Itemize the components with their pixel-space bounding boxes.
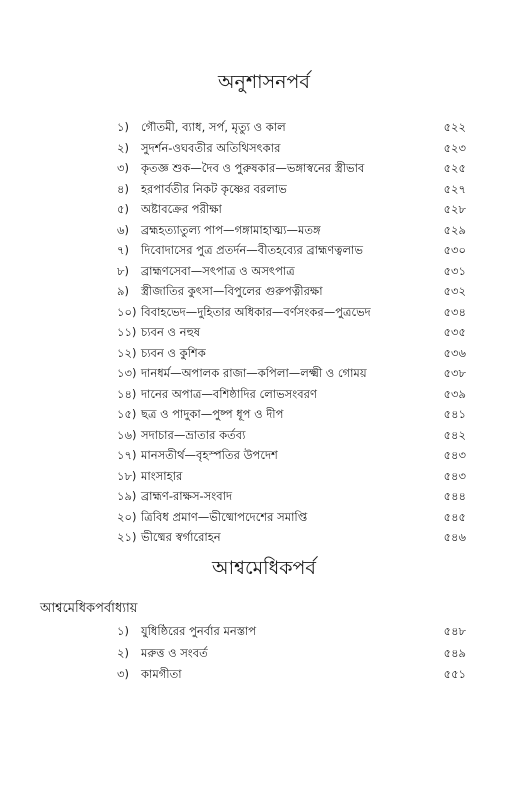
- entry-title: কৃতজ্ঞ শুক—দৈব ও পুরুষকার—ভঙ্গাস্বনের স্ত্রীভাব: [141, 161, 365, 175]
- toc-entry: [0, 138, 528, 159]
- entry-title: কামগীতা: [141, 667, 182, 681]
- entry-number: ৬): [117, 222, 129, 237]
- entry-title: মানসতীর্থ—বৃহস্পতির উপদেশ: [141, 448, 278, 462]
- entry-page: ৫৩৬: [443, 345, 466, 360]
- entry-title: ব্রাহ্মণ-রাক্ষস-সংবাদ: [141, 489, 233, 503]
- entry-page: ৫৫১: [443, 667, 466, 681]
- toc-entry: [0, 240, 528, 261]
- entry-title: দানের অপাত্র—বশিষ্ঠাদির লোভসংবরণ: [141, 386, 317, 401]
- entry-title: গৌতমী, ব্যাধ, সর্প, মৃত্যু ও কাল: [141, 120, 286, 134]
- toc-entry: [0, 179, 528, 200]
- entry-title: স্ত্রীজাতির কুৎসা—বিপুলের গুরুপত্নীরক্ষা: [141, 284, 323, 298]
- entry-title: ছত্র ও পাদুকা—পুষ্প ধূপ ও দীপ: [141, 407, 284, 421]
- section-title-anushasan: অনুশাসনপর্ব: [218, 71, 310, 93]
- entry-title: সদাচার—ভ্রাতার কর্তব্য: [141, 427, 246, 442]
- entry-number: ১০): [117, 304, 137, 319]
- toc-entry: [0, 425, 528, 446]
- entry-number: ৪): [117, 181, 129, 196]
- entry-number: ১৬): [117, 427, 137, 442]
- entry-page: ৫২৭: [443, 181, 466, 196]
- entry-number: ২১): [117, 530, 137, 544]
- toc-entry: [0, 643, 528, 665]
- entry-number: ২): [117, 140, 129, 155]
- entry-page: ৫৩২: [443, 284, 466, 298]
- toc-entry: [0, 322, 528, 343]
- entry-page: ৫৩১: [443, 263, 466, 278]
- entry-number: ১৪): [117, 386, 137, 401]
- toc-entry: [0, 158, 528, 179]
- entry-page: ৫২৮: [443, 202, 466, 216]
- entry-page: ৫৩৮: [443, 366, 466, 380]
- entry-page: ৫২৩: [443, 140, 466, 155]
- entry-number: ১৩): [117, 366, 137, 380]
- entry-title: যুধিষ্ঠিরের পুনর্বার মনস্তাপ: [141, 624, 257, 638]
- entry-number: ১৮): [117, 468, 137, 483]
- entry-page: ৫৩০: [443, 243, 466, 257]
- toc-entry: [0, 445, 528, 466]
- toc-entry: [0, 281, 528, 302]
- entry-page: ৫৪১: [443, 407, 466, 421]
- entry-page: ৫৪৯: [443, 645, 466, 660]
- entry-page: ৫৪৩: [443, 468, 466, 483]
- entry-page: ৫৩৯: [443, 386, 466, 401]
- toc-entry: [0, 302, 528, 323]
- entry-page: ৫৪৮: [443, 624, 466, 638]
- toc-entry: [0, 404, 528, 425]
- entry-title: সুদর্শন-ওঘবতীর অতিথিসৎকার: [141, 140, 281, 155]
- entry-page: ৫৪৪: [443, 489, 466, 503]
- toc-list-ashwamedhik: [0, 621, 528, 686]
- entry-page: ৫২৯: [443, 222, 466, 237]
- entry-number: ১১): [117, 325, 137, 339]
- entry-title: ত্রিবিধ প্রমাণ—ভীষ্মোপদেশের সমাপ্তি: [141, 509, 308, 524]
- entry-number: ২): [117, 645, 129, 660]
- entry-number: ৭): [117, 243, 129, 257]
- entry-number: ১৭): [117, 448, 137, 462]
- entry-page: ৫৩৫: [443, 325, 466, 339]
- entry-number: ৫): [117, 202, 129, 216]
- entry-title: দানধর্ম—অপালক রাজা—কপিলা—লক্ষ্মী ও গোময়: [141, 366, 367, 380]
- toc-entry: [0, 199, 528, 220]
- entry-title: ব্রহ্মহত্যাতুল্য পাপ—গঙ্গামাহাত্ম্য—মতঙ্গ: [141, 222, 321, 237]
- entry-title: বিবাহভেদ—দুহিতার অধিকার—বর্ণসংকর—পুত্রভেদ: [141, 304, 371, 319]
- entry-title: মরুত্ত ও সংবর্ত: [141, 645, 208, 660]
- entry-title: চ্যবন ও কুশিক: [141, 345, 206, 360]
- entry-page: ৫২২: [443, 120, 466, 134]
- entry-number: ৩): [117, 667, 129, 681]
- toc-entry: [0, 343, 528, 364]
- toc-entry: [0, 527, 528, 548]
- toc-entry: [0, 486, 528, 507]
- entry-title: হরপার্বতীর নিকট কৃষ্ণের বরলাভ: [141, 181, 287, 196]
- entry-number: ১৫): [117, 407, 137, 421]
- entry-number: ১): [117, 120, 129, 134]
- entry-page: ৫২৫: [443, 161, 466, 175]
- entry-page: ৫৪৩: [443, 448, 466, 462]
- toc-entry: [0, 621, 528, 643]
- entry-title: চ্যবন ও নহুষ: [141, 325, 201, 339]
- toc-entry: [0, 384, 528, 405]
- entry-number: ১৯): [117, 489, 137, 503]
- entry-number: ১): [117, 624, 129, 638]
- entry-title: দিবোদাসের পুত্র প্রতর্দন—বীতহব্যের ব্রাহ্মণত্বলাভ: [141, 243, 363, 257]
- toc-entry: [0, 261, 528, 282]
- entry-number: ৯): [117, 284, 129, 298]
- toc-entry: [0, 117, 528, 138]
- entry-number: ৩): [117, 161, 129, 175]
- toc-list-anushasan: [0, 117, 528, 548]
- entry-number: ১২): [117, 345, 137, 360]
- entry-number: ৮): [117, 263, 129, 278]
- entry-number: ২০): [117, 509, 137, 524]
- entry-page: ৫৪৬: [443, 530, 466, 544]
- entry-title: মাংসাহার: [141, 468, 183, 483]
- entry-title: অষ্টাবক্রের পরীক্ষা: [141, 202, 222, 216]
- toc-entry: [0, 664, 528, 686]
- toc-entry: [0, 507, 528, 528]
- toc-entry: [0, 466, 528, 487]
- entry-title: ভীষ্মের স্বর্গারোহন: [141, 530, 221, 544]
- entry-page: ৫৪৫: [443, 509, 466, 524]
- entry-page: ৫৪২: [443, 427, 466, 442]
- toc-entry: [0, 363, 528, 384]
- section-title-ashwamedhik: আশ্বমেধিকপর্ব: [211, 557, 317, 579]
- entry-title: ব্রাহ্মণসেবা—সৎপাত্র ও অসৎপাত্র: [141, 263, 295, 278]
- entry-page: ৫৩৪: [443, 304, 466, 319]
- subsection-heading: আশ্বমেধিকপর্বাধ্যায়: [40, 601, 138, 616]
- toc-entry: [0, 220, 528, 241]
